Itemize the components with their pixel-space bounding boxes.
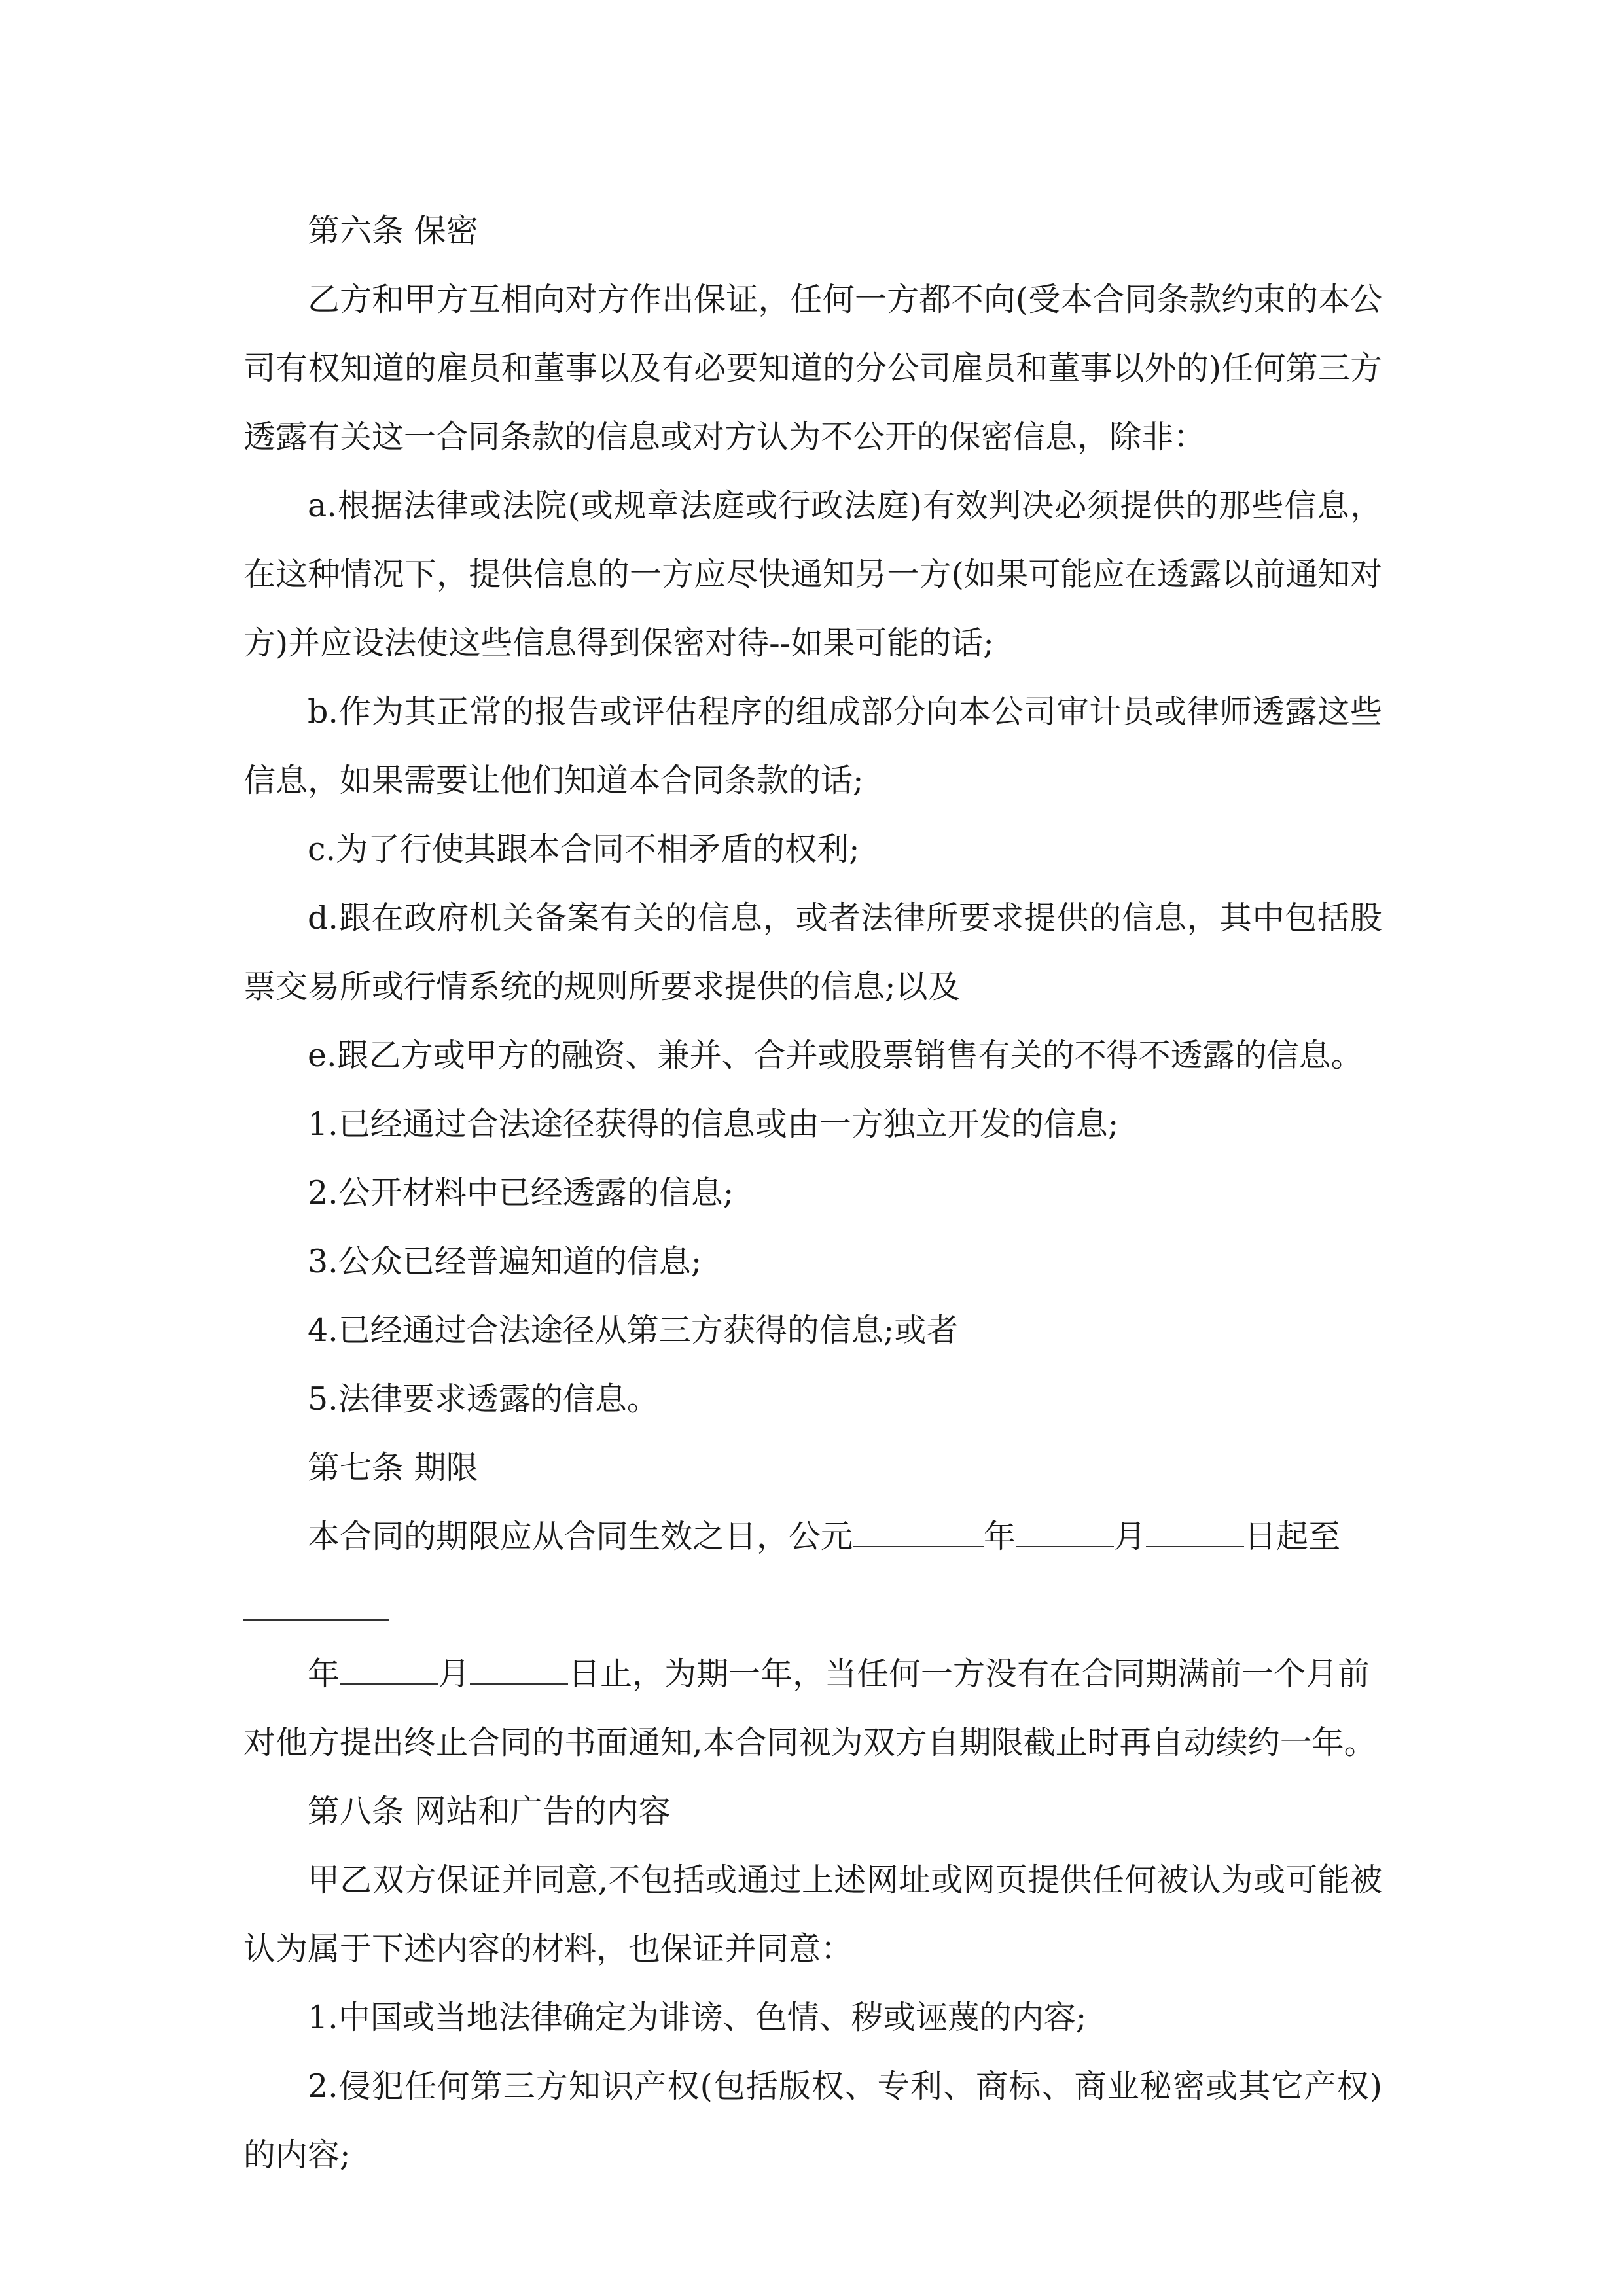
article-8-item-2: 2.侵犯任何第三方知识产权(包括版权、专利、商标、商业秘密或其它产权)的内容; [243, 2068, 1382, 2174]
article-6-exception-5: 5.法律要求透露的信息。 [308, 1380, 659, 1418]
article-7-heading: 第七条 期限 [308, 1449, 478, 1486]
document-page [243, 196, 1382, 2189]
article-6-heading: 第六条 保密 [308, 212, 478, 249]
start-month-blank [1016, 1517, 1114, 1547]
end-year-label: 年 [308, 1655, 340, 1693]
article-6-item-c: c.为了行使其跟本合同不相矛盾的权利; [308, 831, 860, 868]
article-6-exception-1: 1.已经通过合法途径获得的信息或由一方独立开发的信息; [308, 1105, 1119, 1143]
start-day-label: 日起至 [1244, 1518, 1341, 1555]
end-year-blank [243, 1590, 389, 1621]
article-7-term-line-2 [243, 1640, 1382, 1708]
term-end-text: 日止，为期一年，当任何一方没有在合同期满前一个月前 [568, 1655, 1370, 1693]
article-8-intro: 甲乙双方保证并同意,不包括或通过上述网址或网页提供任何被认为或可能被认为属于下述内容的材料，也保证并同意： [243, 1861, 1382, 1967]
article-6-item-b: b.作为其正常的报告或评估程序的组成部分向本公司审计员或律师透露这些信息，如果需要让他们知道本合同条款的话; [243, 693, 1382, 799]
start-day-blank [1146, 1517, 1244, 1547]
article-8-heading: 第八条 网站和广告的内容 [308, 1793, 671, 1830]
article-6-exception-3: 3.公众已经普遍知道的信息; [308, 1243, 702, 1280]
article-6-item-e: e.跟乙方或甲方的融资、兼并、合并或股票销售有关的不得不透露的信息。 [308, 1037, 1363, 1074]
start-month-label: 月 [1114, 1518, 1147, 1555]
article-6-intro: 乙方和甲方互相向对方作出保证，任何一方都不向(受本合同条款约束的本公司有权知道的雇员和董事以及有必要知道的分公司雇员和董事以外的)任何第三方透露有关这一合同条款的信息或对方认为不公开的保密信息，除非： [243, 281, 1382, 456]
end-year-blank-line [243, 1571, 1382, 1640]
start-year-blank [853, 1517, 984, 1547]
article-6-exception-2: 2.公开材料中已经透露的信息; [308, 1174, 734, 1211]
article-6-exception-4: 4.已经通过合法途径从第三方获得的信息;或者 [308, 1312, 959, 1349]
end-day-blank [470, 1655, 568, 1685]
start-year-label: 年 [984, 1518, 1016, 1555]
article-7-term-line-3: 对他方提出终止合同的书面通知,本合同视为双方自期限截止时再自动续约一年。 [243, 1724, 1376, 1761]
term-start-text: 本合同的期限应从合同生效之日，公元 [308, 1518, 853, 1555]
article-6-item-d: d.跟在政府机关备案有关的信息，或者法律所要求提供的信息，其中包括股票交易所或行情系统的规则所要求提供的信息;以及 [243, 899, 1382, 1005]
end-month-label: 月 [438, 1655, 471, 1693]
article-6-item-a: a.根据法律或法院(或规章法庭或行政法庭)有效判决必须提供的那些信息，在这种情况下，提供信息的一方应尽快通知另一方(如果可能应在透露以前通知对方)并应设法使这些信息得到保密对待--如果可能的话; [243, 487, 1382, 662]
article-7-term-line-1 [243, 1502, 1382, 1571]
article-8-item-1: 1.中国或当地法律确定为诽谤、色情、秽或诬蔑的内容; [308, 1999, 1087, 2036]
end-month-blank [340, 1655, 438, 1685]
